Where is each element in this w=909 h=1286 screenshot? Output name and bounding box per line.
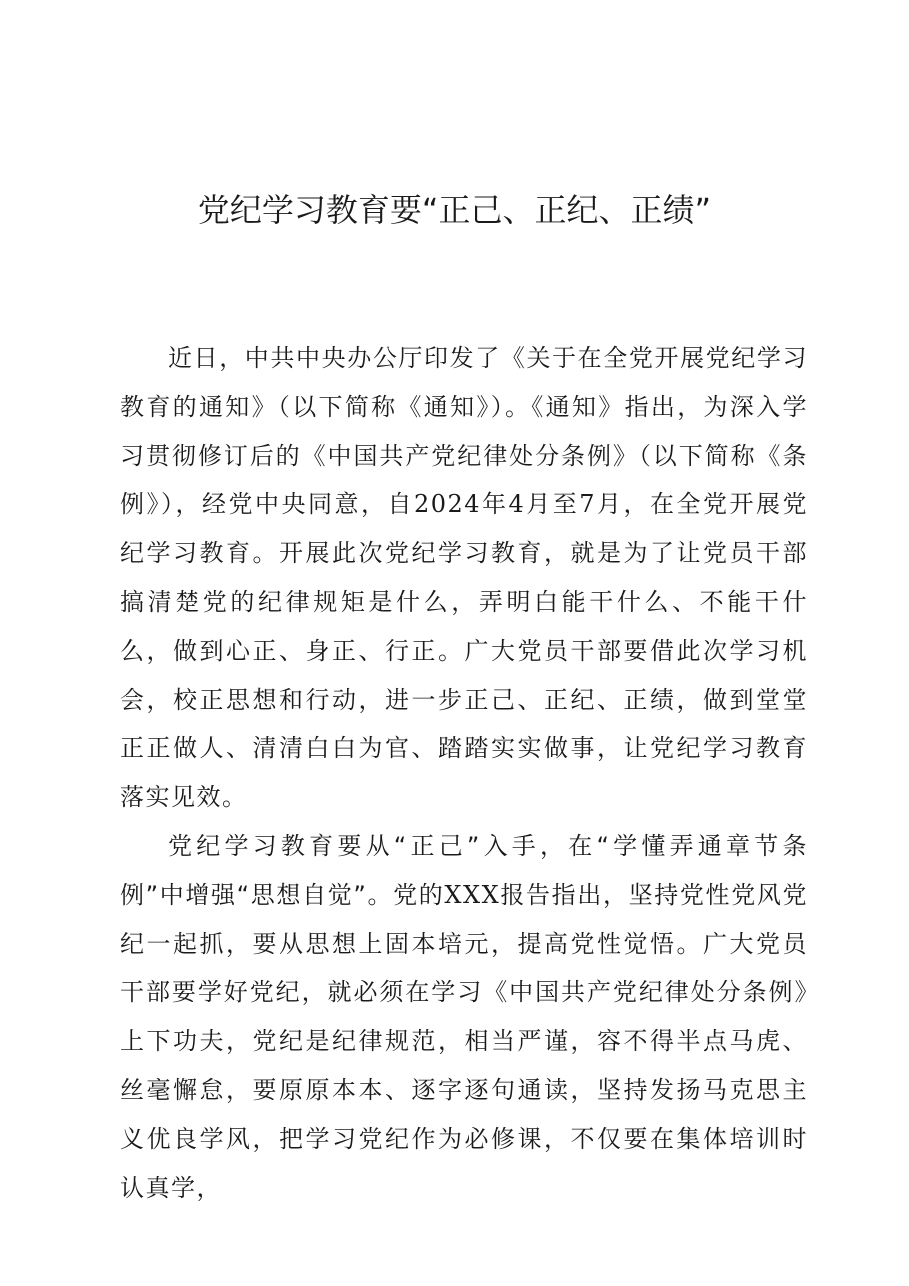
document-body xyxy=(120,334,808,1212)
paragraph-1 xyxy=(120,334,808,822)
paragraph-2-lead: 党纪学习教育要从“正己”入手，在“学懂弄通章节条例”中增强“思想自觉”。 xyxy=(120,831,808,909)
paragraph-2 xyxy=(120,822,808,1212)
document-title: 党纪学习教育要“正己、正纪、正绩” xyxy=(197,191,712,229)
paragraph-2-text: 党的XXX报告指出，坚持党性党风党纪一起抓，要从思想上固本培元，提高党性觉悟。广大党员干部要学好党纪，就必须在学习《中国共产党纪律处分条例》上下功夫，党纪是纪律规范，相当严谨，容不得半点马虎、丝毫懈怠，要原原本本、逐字逐句通读，坚持发扬马克思主义优良学风，把学习党纪作为必修课，不仅要在集体培训时认真学， xyxy=(120,880,808,1202)
paragraph-1-text: 近日，中共中央办公厅印发了《关于在全党开展党纪学习教育的通知》（以下简称《通知》）。《通知》指出，为深入学习贯彻修订后的《中国共产党纪律处分条例》（以下简称《条例》），经党中央同意，自2024年4月至7月，在全党开展党纪学习教育。开展此次党纪学习教育，就是为了让党员干部搞清楚党的纪律规矩是什么，弄明白能干什么、不能干什么，做到心正、身正、行正。广大党员干部要借此次学习机会，校正思想和行动，进一步正己、正纪、正绩，做到堂堂正正做人、清清白白为官、踏踏实实做事，让党纪学习教育落实见效。 xyxy=(120,344,808,812)
